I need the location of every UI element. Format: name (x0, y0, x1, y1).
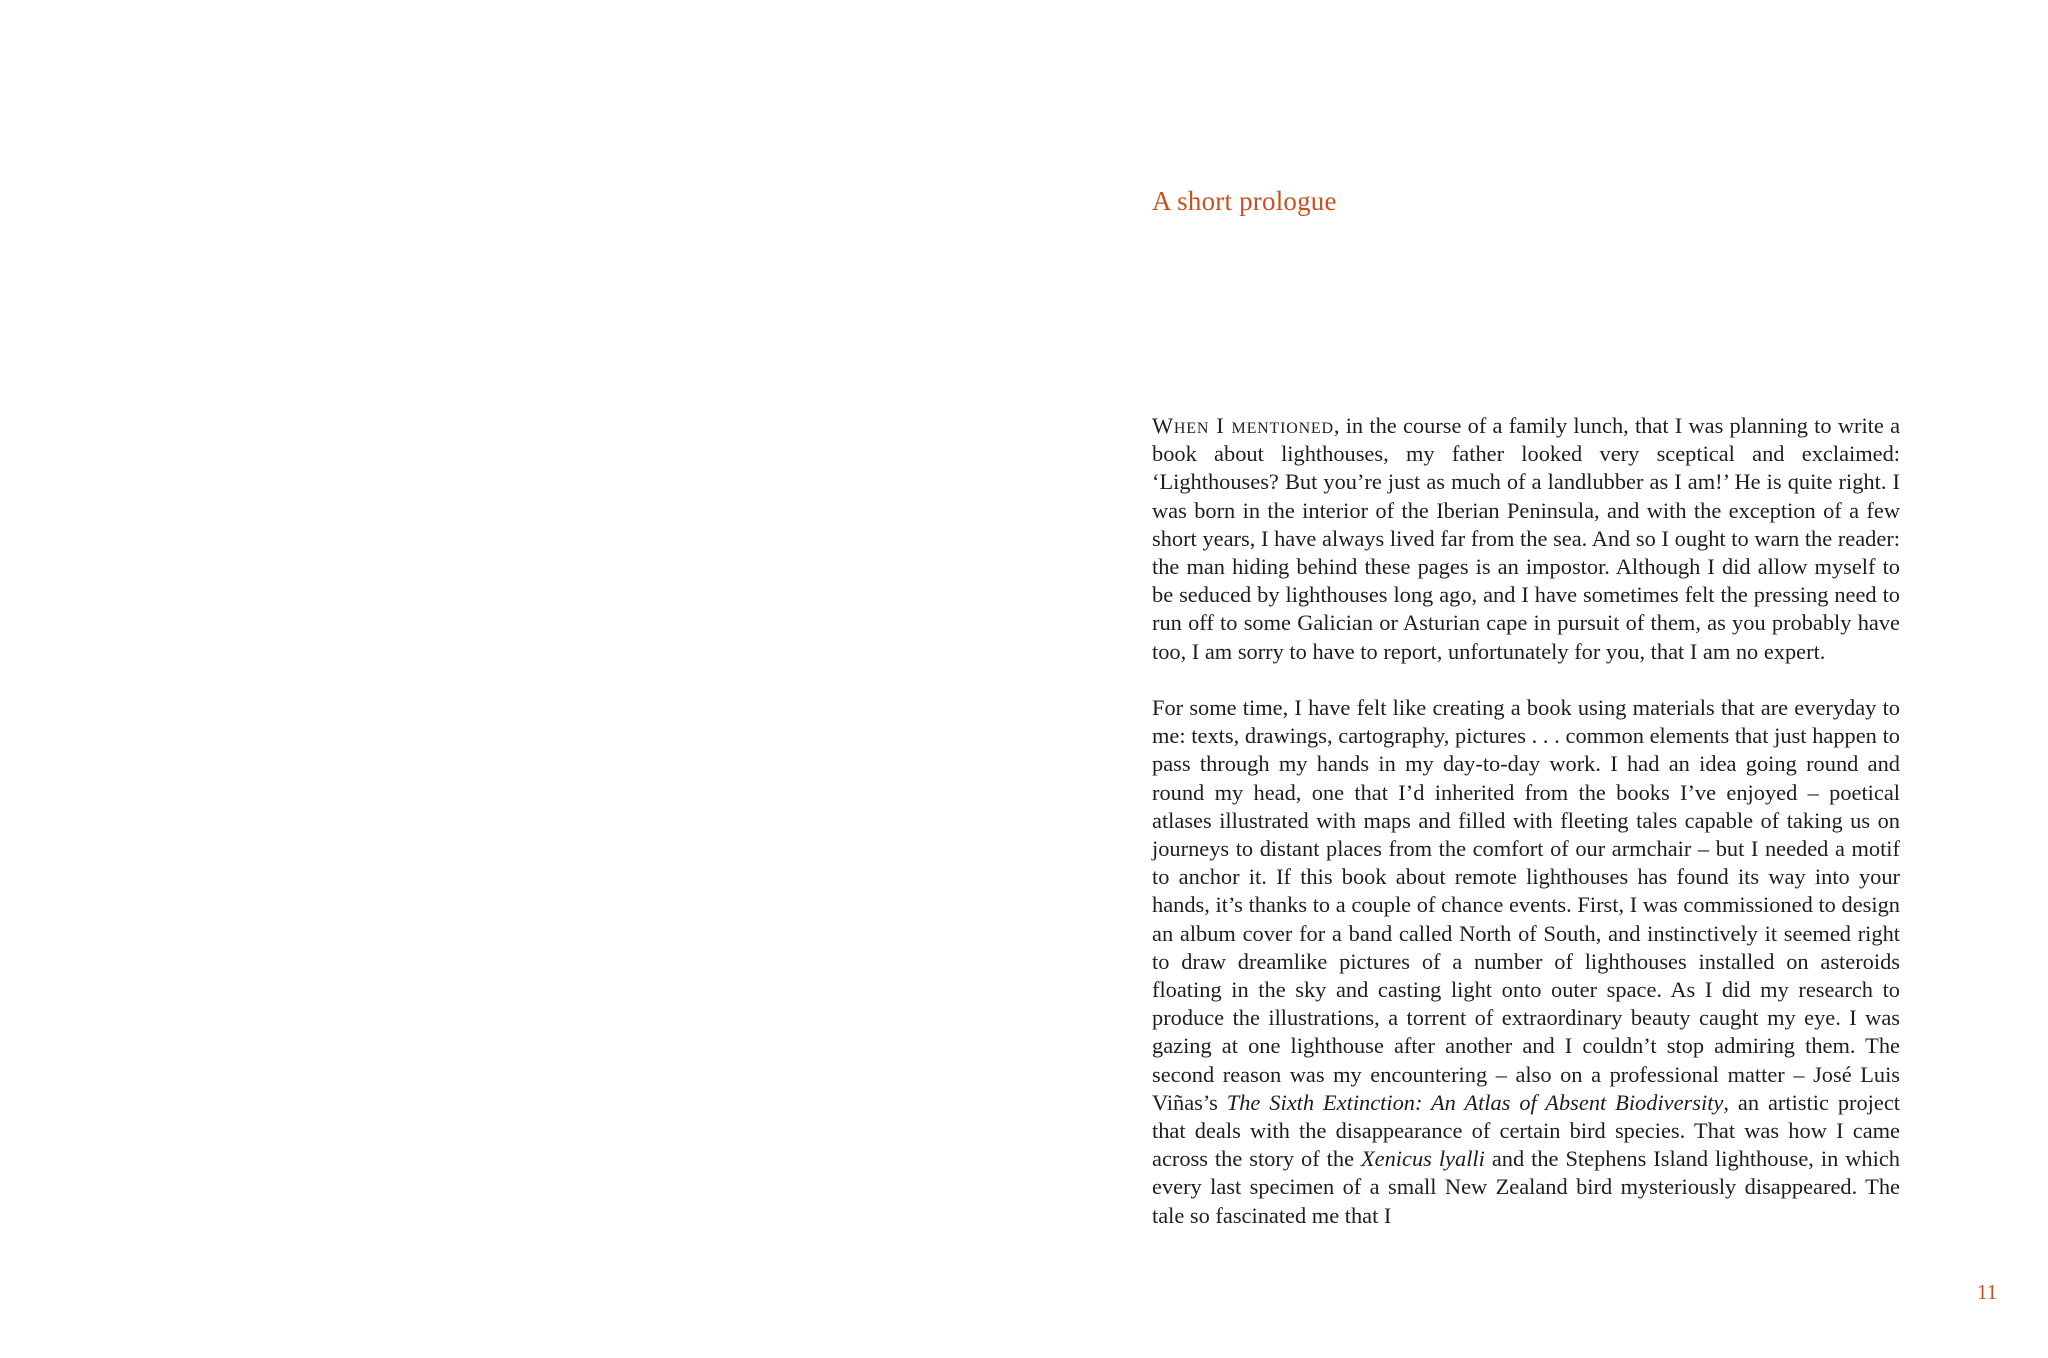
prologue-text (1152, 412, 1900, 1230)
prologue-heading: A short prologue (1152, 186, 1337, 216)
paragraph-1-body: , in the course of a family lunch, that I was planning to write a book about lighthouses, my father looked very sceptical and exclaimed: ‘Lighthouses? But you’re just as much of a landlubber as I am!’ He is quite right. I was born in the interior of the Iberian Peninsula, and with the exception of a few short years, I have always lived far from the sea. And so I ought to warn the reader: the man hiding behind these pages is an impostor. Although I did allow myself to be seduced by lighthouses long ago, and I have sometimes felt the pressing need to run off to some Galician or Asturian cape in pursuit of them, as you probably have too, I am sorry to have to report, unfortunately for you, that I am no expert. (1152, 413, 1901, 664)
book-title-italic: The Sixth Extinction: An Atlas of Absent Biodiversity (1226, 1089, 1724, 1115)
paragraph-lead-smallcaps: When I mentioned (1152, 413, 1334, 438)
paragraph-2-segment-1: For some time, I have felt like creating a book using materials that are everyday to me: texts, drawings, cartography, pictures . . . common elements that just happen to pass through my hands in my day-to-day work. I had an idea going round and round my head, one that I’d inherited from the books I’ve enjoyed – poetical atlases illustrated with maps and filled with fleeting tales capable of taking us on journeys to distant places from the comfort of our armchair – but I needed a motif to anchor it. If this book about remote lighthouses has found its way into your hands, it’s thanks to a couple of chance events. First, I was commissioned to design an album cover for a band called North of South, and instinctively it seemed right to draw dreamlike pictures of a number of lighthouses installed on asteroids floating in the sky and casting light onto outer space. As I did my research to produce the illustrations, a torrent of extraordinary beauty caught my eye. I was gazing at one lighthouse after another and I couldn’t stop admiring them. The second reason was my encountering – also on a professional matter – José Luis Viñas’s (1152, 695, 1900, 1115)
species-name-italic: Xenicus lyalli (1360, 1146, 1485, 1172)
prologue-paragraph-1 (1152, 412, 1900, 666)
prologue-paragraph-2 (1152, 694, 1900, 1230)
paragraph-2-segment-3: and the Stephens Island lighthouse, in which every last specimen of a small New Zealand bird mysteriously disappeared. The tale so fascinated me that I (1152, 1146, 1900, 1228)
paragraph-2-segment-2: , an artistic project that deals with the disappearance of certain bird species. That was how I came across the story of the (1152, 1089, 1900, 1172)
page-number: 11 (1977, 1280, 1998, 1304)
